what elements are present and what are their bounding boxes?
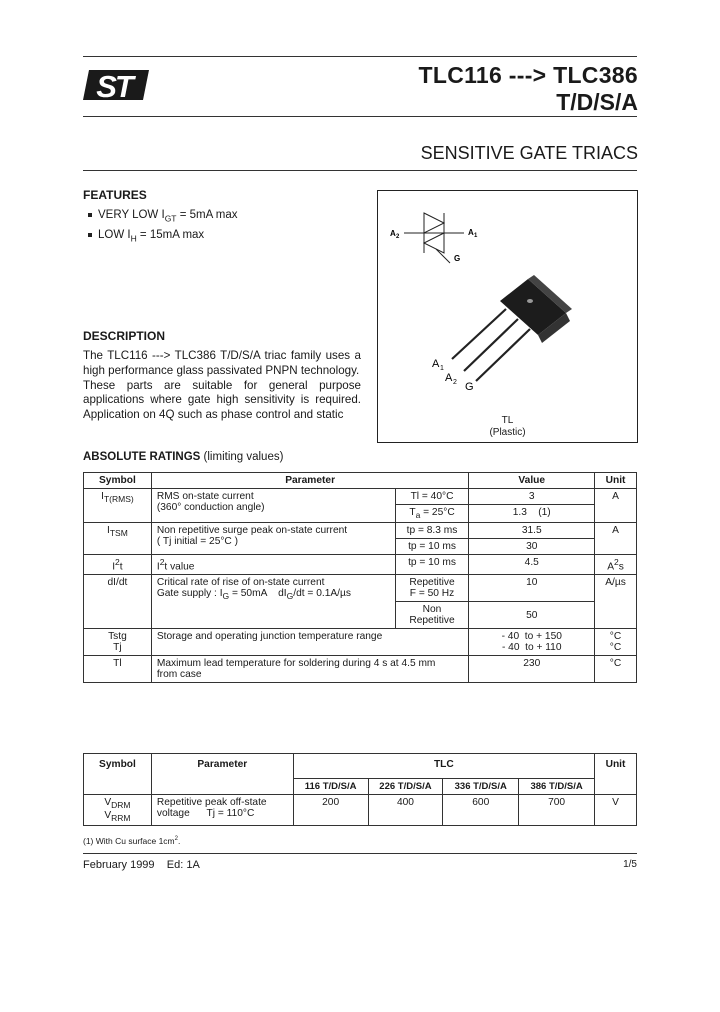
table-row: $I_{TSM}$ Non repetitive surge peak on-state current ( Tj initial = 25°C ) tp = 8.3 ms 31.5 A	[84, 523, 637, 539]
table-row: Tstg Tj Storage and operating junction temperature range - 40 to + 150 - 40 to + 110 °C °C	[84, 629, 637, 656]
table-row: tp = 10 ms 30	[84, 539, 637, 555]
table-row: $T_a = 25^\circ C$ 1.3 (1)	[84, 505, 637, 523]
table-header-row: Symbol Parameter Value Unit	[84, 473, 637, 489]
page-title-suffix: T/D/S/A	[556, 89, 638, 115]
svg-text:2: 2	[396, 234, 400, 240]
svg-text:G: G	[454, 254, 461, 263]
title-rule	[83, 116, 637, 117]
top-rule	[83, 56, 637, 57]
footnote: (1) With Cu surface $1cm^2$.	[83, 836, 181, 846]
ratings-heading: ABSOLUTE RATINGS (limiting values)	[83, 451, 284, 463]
svg-text:2: 2	[453, 379, 457, 386]
table-row: $I^2t$ $I^2t$ value tp = 10 ms 4.5 $A^2s$	[84, 555, 637, 575]
description-text: The TLC116 ---> TLC386 T/D/S/A triac family uses a high performance glass passivated PNPN technology. These parts are suitable for general purpose applications where gate high sensitivity is required. Application on 4Q such as phase control and static	[83, 349, 361, 422]
subtitle: SENSITIVE GATE TRIACS	[420, 143, 638, 163]
subtitle-rule	[83, 170, 637, 171]
svg-text:A: A	[432, 358, 440, 370]
table-row: Tl Maximum lead temperature for soldering during 4 s at 4.5 mm from case 230 °C	[84, 656, 637, 683]
table-header-row: 116 T/D/S/A 226 T/D/S/A 336 T/D/S/A 386 T/D/S/A	[84, 779, 637, 795]
voltage-table	[83, 753, 637, 826]
page-title: TLC116 ---> TLC386	[418, 62, 638, 88]
package-name: TL	[501, 415, 514, 426]
feature-item: LOW $I_H = 15mA$ max	[88, 229, 204, 243]
svg-text:ST: ST	[96, 69, 132, 104]
triac-symbol-diagram	[378, 191, 637, 442]
features-heading: FEATURES	[83, 188, 147, 202]
footer-date: February 1999 Ed: 1A	[83, 859, 200, 871]
page-number: 1/5	[623, 859, 637, 870]
table-row: $V_{DRM}$ $V_{RRM}$ Repetitive peak off-state voltage Tj = 110°C 200 400 600 700 V	[84, 795, 637, 826]
footer-rule	[83, 853, 637, 854]
st-logo	[83, 64, 155, 111]
svg-text:G: G	[465, 381, 474, 393]
ratings-table	[83, 472, 637, 683]
package-box	[377, 190, 638, 443]
svg-text:1: 1	[474, 233, 478, 239]
table-row: dI/dt Critical rate of rise of on-state current Gate supply : $I_G = 50mA$ $dI_G/dt = 0.1A/\mu s$ Repetitive F = 50 Hz 10 A/µs	[84, 575, 637, 602]
description-heading: DESCRIPTION	[83, 329, 166, 343]
svg-text:A: A	[468, 228, 474, 237]
package-body	[500, 275, 572, 343]
feature-item: VERY LOW $I_{GT} = 5mA$ max	[88, 209, 238, 223]
package-type: (Plastic)	[489, 427, 526, 438]
svg-text:A: A	[390, 229, 396, 238]
svg-text:A: A	[445, 372, 453, 384]
table-row: $I_{T(RMS)}$ RMS on-state current (360° conduction angle) Tl = 40°C 3 A	[84, 489, 637, 505]
table-row: Non Repetitive 50	[84, 602, 637, 629]
table-header-row: Symbol Parameter TLC Unit	[84, 754, 637, 779]
svg-text:1: 1	[440, 365, 444, 372]
